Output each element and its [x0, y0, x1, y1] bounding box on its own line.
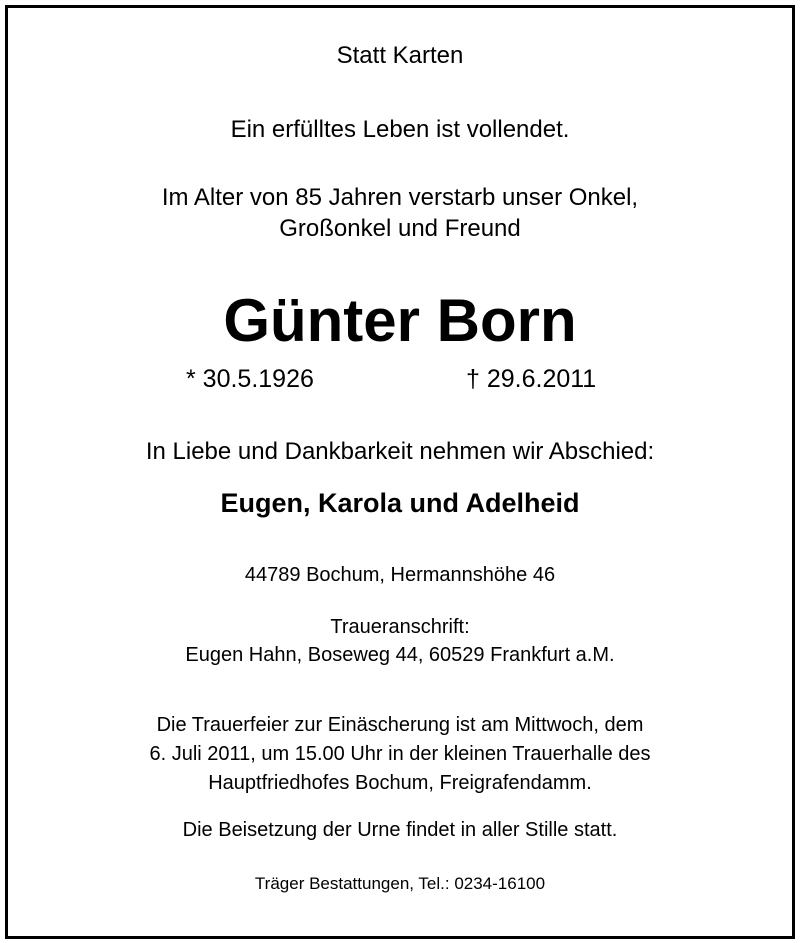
intro-text: Ein erfülltes Leben ist vollendet.	[230, 116, 570, 143]
ceremony-line-3: Hauptfriedhofes Bochum, Freigrafendamm.	[208, 772, 592, 794]
death-date: † 29.6.2011	[466, 365, 597, 393]
mourners-names: Eugen, Karola und Adelheid	[220, 488, 580, 518]
mourning-address-label: Traueranschrift:	[330, 616, 470, 638]
burial-text: Die Beisetzung der Urne findet in aller Stille statt.	[182, 819, 618, 841]
header-statt-karten: Statt Karten	[336, 42, 464, 69]
birth-date: * 30.5.1926	[186, 365, 314, 393]
announcement-line-1: Im Alter von 85 Jahren verstarb unser Onkel,	[161, 184, 639, 211]
farewell-text: In Liebe und Dankbarkeit nehmen wir Abschied:	[145, 438, 655, 465]
family-address: 44789 Bochum, Hermannshöhe 46	[244, 564, 556, 586]
notice-border	[5, 5, 795, 939]
ceremony-line-2: 6. Juli 2011, um 15.00 Uhr in der kleinen Trauerhalle des	[149, 743, 651, 765]
undertaker-contact: Träger Bestattungen, Tel.: 0234-16100	[254, 874, 546, 893]
deceased-name: Günter Born	[223, 287, 577, 354]
mourning-address-value: Eugen Hahn, Boseweg 44, 60529 Frankfurt a.M.	[185, 644, 615, 666]
ceremony-line-1: Die Trauerfeier zur Einäscherung ist am Mittwoch, dem	[156, 714, 644, 736]
announcement-line-2: Großonkel und Freund	[279, 215, 521, 242]
